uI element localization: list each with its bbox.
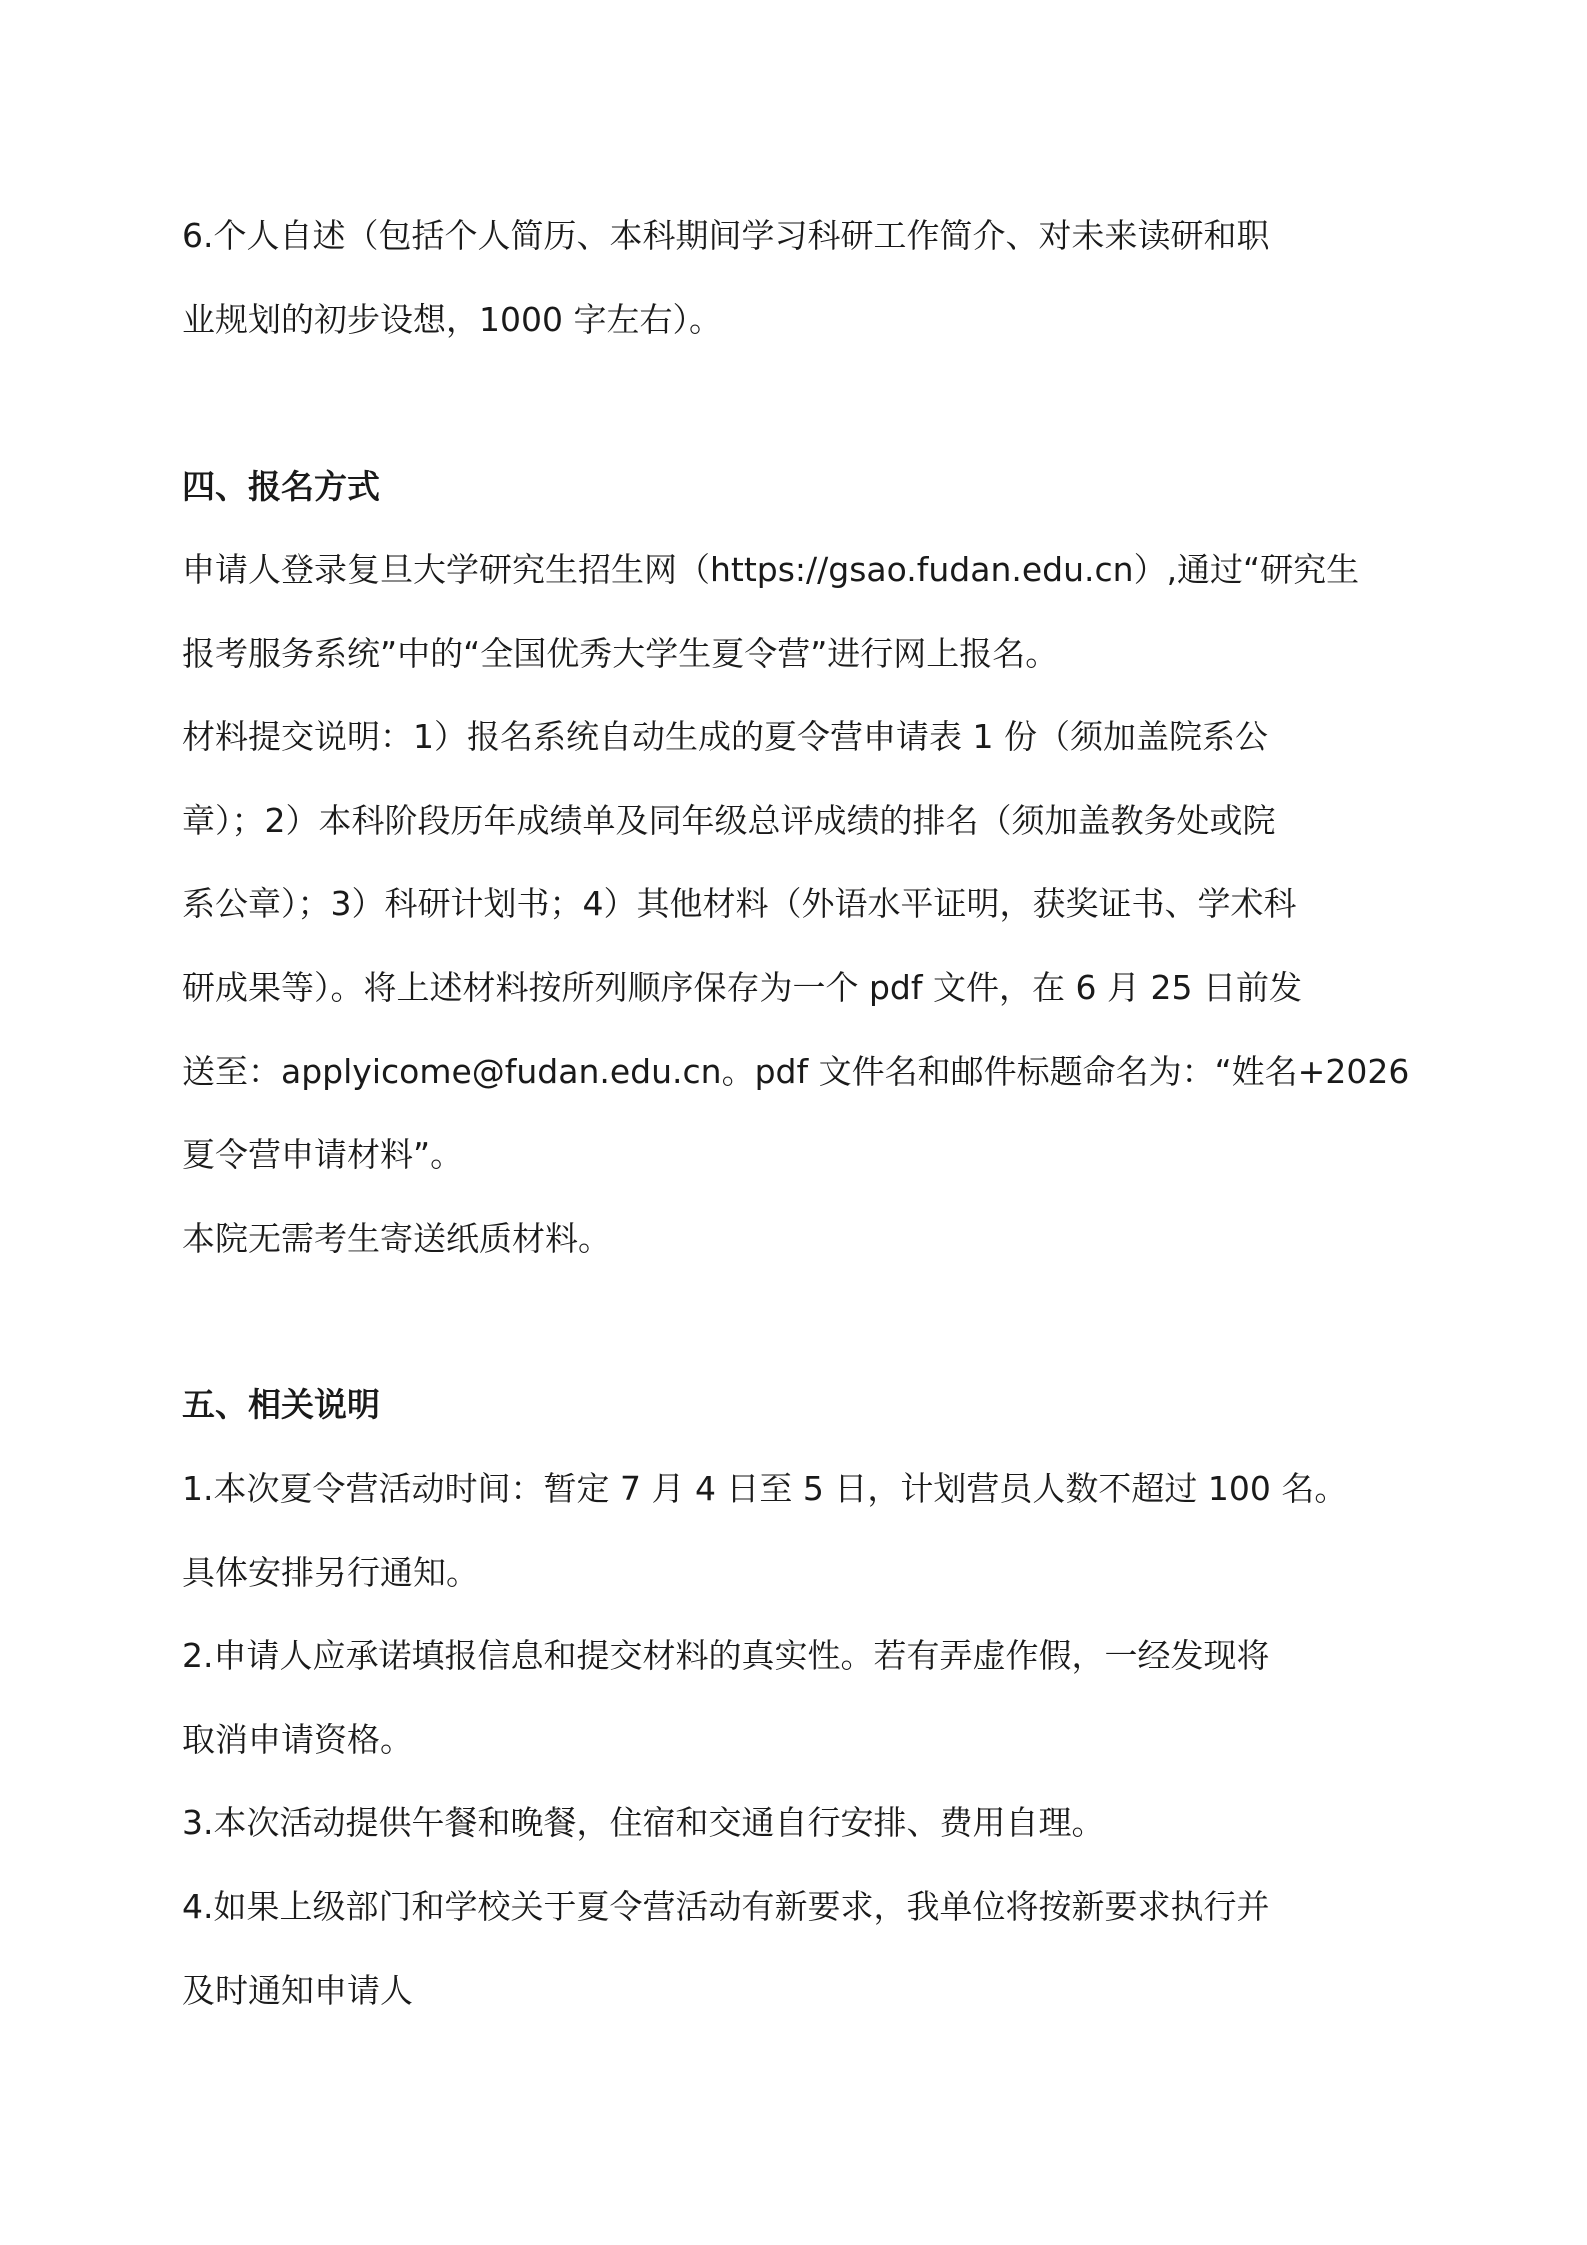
section4-para2-line5: 送至：applyicome@fudan.edu.cn。pdf 文件名和邮件标题命名为：“姓名+2026	[182, 1052, 1410, 1091]
section4-para2-line3: 系公章）；3）科研计划书；4）其他材料（外语水平证明，获奖证书、学术科	[182, 884, 1297, 923]
section5-item3: 3.本次活动提供午餐和晚餐，住宿和交通自行安排、费用自理。	[182, 1803, 1105, 1842]
item6-line2: 业规划的初步设想，1000 字左右）。	[182, 300, 722, 339]
section4-para1-line2: 报考服务系统”中的“全国优秀大学生夏令营”进行网上报名。	[182, 634, 1059, 673]
section4-para2-line2: 章）；2）本科阶段历年成绩单及同年级总评成绩的排名（须加盖教务处或院	[182, 801, 1276, 840]
section4-heading: 四、报名方式	[182, 467, 380, 506]
section5-heading: 五、相关说明	[182, 1385, 380, 1424]
section5-item4-line2: 及时通知申请人	[182, 1971, 413, 2010]
section4-para1-line1: 申请人登录复旦大学研究生招生网（https://gsao.fudan.edu.cn）,通过“研究生	[182, 550, 1360, 589]
item6-line1: 6.个人自述（包括个人简历、本科期间学习科研工作简介、对未来读研和职	[182, 216, 1270, 255]
section4-para2-line6: 夏令营申请材料”。	[182, 1135, 464, 1174]
section5-item2-line2: 取消申请资格。	[182, 1720, 413, 1759]
section5-item1-line2: 具体安排另行通知。	[182, 1553, 479, 1592]
section5-item4-line1: 4.如果上级部门和学校关于夏令营活动有新要求，我单位将按新要求执行并	[182, 1887, 1270, 1926]
section5-item1-line1: 1.本次夏令营活动时间：暂定 7 月 4 日至 5 日，计划营员人数不超过 100 名。	[182, 1469, 1348, 1508]
section5-item2-line1: 2.申请人应承诺填报信息和提交材料的真实性。若有弄虚作假，一经发现将	[182, 1636, 1270, 1675]
section4-para3: 本院无需考生寄送纸质材料。	[182, 1219, 611, 1258]
section4-para2-line4: 研成果等）。将上述材料按所列顺序保存为一个 pdf 文件，在 6 月 25 日前发	[182, 968, 1302, 1007]
section4-para2-line1: 材料提交说明：1）报名系统自动生成的夏令营申请表 1 份（须加盖院系公	[182, 717, 1268, 756]
